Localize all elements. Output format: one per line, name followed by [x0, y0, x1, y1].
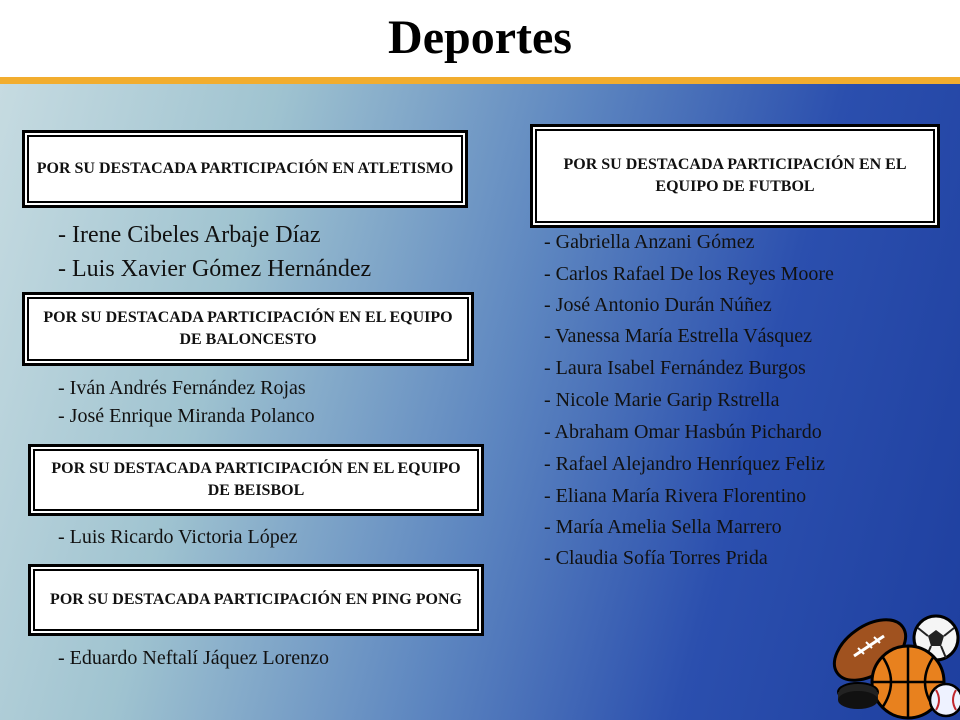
name-futbol-5: - Laura Isabel Fernández Burgos [544, 357, 806, 379]
name-baloncesto-1: - Iván Andrés Fernández Rojas [58, 377, 306, 399]
name-futbol-11: - Claudia Sofía Torres Prida [544, 547, 768, 569]
name-futbol-10: - María Amelia Sella Marrero [544, 516, 782, 538]
name-futbol-8: - Rafael Alejandro Henríquez Feliz [544, 453, 825, 475]
header-accent-line [0, 77, 960, 84]
name-futbol-4: - Vanessa María Estrella Vásquez [544, 325, 813, 347]
heading-baloncesto: POR SU DESTACADA PARTICIPACIÓN EN EL EQUIPO DE BALONCESTO [22, 292, 474, 366]
page-title: Deportes [388, 11, 572, 64]
name-futbol-3: - José Antonio Durán Núñez [544, 294, 772, 316]
name-futbol-6: - Nicole Marie Garip Rstrella [544, 389, 780, 411]
name-pingpong-1: - Eduardo Neftalí Jáquez Lorenzo [58, 647, 329, 669]
name-futbol-9: - Eliana María Rivera Florentino [544, 485, 807, 507]
heading-pingpong: POR SU DESTACADA PARTICIPACIÓN EN PING PONG [28, 564, 484, 636]
name-baloncesto-2: - José Enrique Miranda Polanco [58, 405, 315, 427]
sports-balls-icon [818, 600, 960, 720]
name-futbol-7: - Abraham Omar Hasbún Pichardo [544, 421, 822, 443]
name-atletismo-1: - Irene Cibeles Arbaje Díaz [58, 222, 321, 248]
name-beisbol-1: - Luis Ricardo Victoria López [58, 526, 298, 548]
name-futbol-1: - Gabriella Anzani Gómez [544, 231, 755, 253]
name-futbol-2: - Carlos Rafael De los Reyes Moore [544, 263, 834, 285]
heading-beisbol: POR SU DESTACADA PARTICIPACIÓN EN EL EQUIPO DE BEISBOL [28, 444, 484, 516]
name-atletismo-2: - Luis Xavier Gómez Hernández [58, 256, 372, 282]
heading-futbol: POR SU DESTACADA PARTICIPACIÓN EN EL EQUIPO DE FUTBOL [530, 124, 940, 228]
heading-atletismo: POR SU DESTACADA PARTICIPACIÓN EN ATLETISMO [22, 130, 468, 208]
